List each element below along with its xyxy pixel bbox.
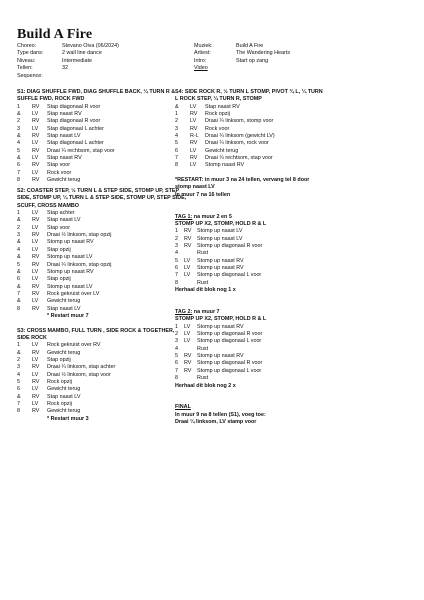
step-count: 1 bbox=[17, 103, 20, 110]
step-foot bbox=[184, 250, 197, 257]
step-count: 1 bbox=[175, 323, 178, 330]
step-count: 2 bbox=[175, 235, 178, 242]
meta-left-value: 2 wall line dance bbox=[62, 50, 102, 57]
step-description: Stap achter bbox=[47, 210, 75, 217]
step-row bbox=[175, 148, 325, 155]
step-foot: RV bbox=[32, 408, 40, 415]
step-count: 8 bbox=[17, 408, 20, 415]
meta-right-row bbox=[194, 58, 290, 65]
step-foot: LV bbox=[32, 246, 39, 253]
step-description: Draai ¼ rechtsom, stap voor bbox=[47, 147, 115, 154]
step-description: Stap naast LV bbox=[47, 393, 81, 400]
meta-right-key: Intro: bbox=[194, 57, 207, 64]
step-row bbox=[17, 162, 187, 169]
tag2-label: TAG 2: bbox=[175, 309, 193, 316]
step-row bbox=[17, 170, 187, 177]
restart-line-2: In muur 7 na 16 tellen bbox=[175, 191, 231, 198]
step-description: Stap voor bbox=[47, 162, 71, 169]
step-foot: LV bbox=[184, 272, 191, 279]
step-foot: RV bbox=[32, 254, 40, 261]
step-count: 3 bbox=[175, 125, 178, 132]
step-description: Rock opzij bbox=[47, 378, 72, 385]
step-foot: LV bbox=[32, 268, 39, 275]
meta-left-row bbox=[17, 43, 119, 50]
step-description: Stap diagonaal L achter bbox=[47, 125, 104, 132]
step-row bbox=[17, 111, 187, 118]
step-count: 4 bbox=[175, 250, 178, 257]
step-count: & bbox=[17, 133, 21, 140]
step-row bbox=[175, 324, 325, 331]
step-description: Gewicht terug bbox=[47, 177, 81, 184]
step-row bbox=[175, 228, 325, 235]
step-count: 6 bbox=[17, 276, 20, 283]
step-description: Stomp up naast RV bbox=[197, 265, 244, 272]
step-description: Stomp up naast LV bbox=[197, 228, 243, 235]
step-count: & bbox=[17, 254, 21, 261]
step-row bbox=[17, 262, 187, 269]
step-description: Stap naast RV bbox=[47, 111, 82, 118]
tag1-header bbox=[175, 214, 325, 221]
step-description: Stap naast LV bbox=[47, 305, 81, 312]
step-foot: LV bbox=[190, 147, 197, 154]
step-description: Draai ¼ linksom, rock voor bbox=[205, 140, 269, 147]
step-row bbox=[175, 250, 325, 257]
step-foot: LV bbox=[32, 239, 39, 246]
step-count: 7 bbox=[17, 290, 20, 297]
step-count: & bbox=[17, 111, 21, 118]
tag2-repeat: Herhaal dit blok nog 2 x bbox=[175, 382, 236, 389]
step-row bbox=[175, 104, 325, 111]
step-count: 6 bbox=[175, 360, 178, 367]
step-description: Stomp up naast LV bbox=[47, 254, 93, 261]
step-count: 1 bbox=[175, 111, 178, 118]
step-foot: RV bbox=[184, 367, 192, 374]
step-count: 7 bbox=[17, 400, 20, 407]
step-count: & bbox=[17, 393, 21, 400]
step-description: Gewicht terug bbox=[47, 298, 81, 305]
step-foot: RV bbox=[32, 349, 40, 356]
step-foot: LV bbox=[32, 125, 39, 132]
meta-right-row bbox=[194, 43, 290, 50]
step-description: Stomp up diagonaal L voor bbox=[197, 367, 262, 374]
step-row bbox=[17, 364, 187, 371]
step-description: Draai ¼ linksom, stap achter bbox=[47, 364, 116, 371]
meta-right-value: Build A Fire bbox=[236, 43, 264, 49]
step-row bbox=[17, 357, 187, 364]
step-description: Draai ¼ linksom, stap opzij bbox=[47, 261, 112, 268]
step-description: Stomp up diagonaal R voor bbox=[197, 331, 263, 338]
step-description: Rock gekruist over RV bbox=[47, 342, 101, 349]
meta-left-key: Tellen: bbox=[17, 65, 33, 72]
step-foot: RV bbox=[190, 111, 198, 118]
step-row bbox=[17, 269, 187, 276]
step-foot: LV bbox=[184, 323, 191, 330]
step-foot: RV bbox=[32, 305, 40, 312]
section-title-s1: S1: DIAG SHUFFLE FWD, DIAG SHUFFLE BACK, ¼ TURN R & SUFFLE FWD, ROCK FWD bbox=[17, 89, 176, 103]
step-count: 1 bbox=[17, 210, 20, 217]
step-count: & bbox=[17, 268, 21, 275]
step-count: 7 bbox=[17, 169, 20, 176]
step-foot: LV bbox=[32, 400, 39, 407]
step-row bbox=[175, 133, 325, 140]
step-row bbox=[17, 210, 187, 217]
step-description: Rust bbox=[197, 279, 209, 286]
step-foot: RV bbox=[190, 125, 198, 132]
step-row bbox=[175, 265, 325, 272]
step-count: 7 bbox=[175, 155, 178, 162]
step-count: 6 bbox=[17, 386, 20, 393]
step-description: Gewicht terug bbox=[47, 349, 81, 356]
step-description: Stap naast RV bbox=[47, 155, 82, 162]
step-foot: LV bbox=[184, 331, 191, 338]
step-row bbox=[17, 232, 187, 239]
restart-line-1: *RESTART: in muur 3 na 24 tellen, vervang tel 8 door stomp naast LV bbox=[175, 177, 310, 191]
step-count: & bbox=[17, 298, 21, 305]
step-count: 3 bbox=[17, 232, 20, 239]
step-foot: LV bbox=[32, 276, 39, 283]
step-row bbox=[17, 104, 187, 111]
s4-steps bbox=[175, 104, 325, 170]
step-foot: RV bbox=[32, 118, 40, 125]
step-row bbox=[17, 284, 187, 291]
step-count: & bbox=[17, 217, 21, 224]
final-line-1: In muur 9 na 8 tellen (S1), voeg toe: bbox=[175, 411, 266, 418]
step-row bbox=[175, 258, 325, 265]
step-row bbox=[17, 126, 187, 133]
step-count: 3 bbox=[17, 364, 20, 371]
step-foot: LV bbox=[184, 265, 191, 272]
step-description: Rust bbox=[197, 345, 209, 352]
step-foot: LV bbox=[32, 371, 39, 378]
step-foot: RV bbox=[32, 162, 40, 169]
video-link[interactable]: Video bbox=[194, 65, 208, 72]
step-description: Stap opzij bbox=[47, 246, 71, 253]
step-row bbox=[17, 401, 187, 408]
step-row bbox=[175, 346, 325, 353]
step-row bbox=[175, 118, 325, 125]
tag2-steps bbox=[175, 324, 325, 383]
step-row bbox=[17, 177, 187, 184]
meta-right-value: Start op zang bbox=[236, 57, 269, 64]
step-description: Rust bbox=[197, 375, 209, 382]
step-count: 8 bbox=[175, 279, 178, 286]
step-foot: LV bbox=[32, 111, 39, 118]
tag1-subtitle: STOMP UP X2, STOMP, HOLD R & L bbox=[175, 221, 267, 228]
step-description: Stomp naast RV bbox=[205, 162, 245, 169]
step-foot: RV bbox=[32, 103, 40, 110]
section-title-s3: S3: CROSS MAMBO, FULL TURN , SIDE ROCK & TOGETHER, SIDE ROCK bbox=[17, 327, 175, 341]
step-row bbox=[17, 239, 187, 246]
tag2-when: na muur 7 bbox=[192, 309, 220, 316]
step-description: Stomp up naast LV bbox=[47, 283, 93, 290]
tag1-when: na muur 2 en 5 bbox=[192, 213, 232, 220]
meta-right-row bbox=[194, 50, 290, 57]
step-row bbox=[175, 243, 325, 250]
step-description: Gewicht terug bbox=[47, 408, 81, 415]
restart-note-s2: * Restart muur 7 bbox=[47, 312, 89, 319]
step-count: 4 bbox=[17, 140, 20, 147]
step-row bbox=[17, 408, 187, 415]
step-count: 8 bbox=[175, 162, 178, 169]
tag2-subtitle: STOMP UP X2, STOMP, HOLD R & L bbox=[175, 316, 267, 323]
step-count: 2 bbox=[17, 224, 20, 231]
step-description: Rock voor bbox=[47, 169, 72, 176]
step-row bbox=[175, 126, 325, 133]
step-description: Stomp up diagonaal R voor bbox=[197, 360, 263, 367]
step-foot: LV bbox=[32, 386, 39, 393]
step-description: Draai ½ linksom, stap opzij bbox=[47, 232, 112, 239]
step-row bbox=[175, 353, 325, 360]
step-count: 8 bbox=[17, 305, 20, 312]
step-description: Stomp up naast RV bbox=[47, 268, 94, 275]
step-row bbox=[17, 133, 187, 140]
right-column bbox=[175, 89, 325, 426]
step-description: Stomp up naast LV bbox=[197, 235, 243, 242]
meta-left-value: 32 bbox=[62, 65, 68, 72]
step-foot: LV bbox=[32, 356, 39, 363]
step-description: Stomp up naast RV bbox=[197, 353, 244, 360]
step-foot: RV bbox=[190, 155, 198, 162]
step-description: Draai ¼ rechtsom, stap voor bbox=[205, 155, 273, 162]
step-row bbox=[17, 140, 187, 147]
step-description: Stap naast LV bbox=[47, 217, 81, 224]
meta-right-key: Muziek: bbox=[194, 43, 213, 49]
step-row bbox=[17, 254, 187, 261]
step-description: Stap naast LV bbox=[47, 133, 81, 140]
step-row bbox=[175, 280, 325, 287]
step-description: Rock opzij bbox=[47, 400, 72, 407]
step-count: 5 bbox=[175, 257, 178, 264]
step-row bbox=[175, 331, 325, 338]
step-count: & bbox=[17, 239, 21, 246]
step-foot: RV bbox=[184, 243, 192, 250]
step-row bbox=[17, 155, 187, 162]
step-row bbox=[17, 148, 187, 155]
tag1-label: TAG 1: bbox=[175, 213, 193, 220]
step-row bbox=[175, 236, 325, 243]
step-row bbox=[17, 386, 187, 393]
meta-left-value: Stevano Oiva (06/2024) bbox=[62, 43, 119, 49]
step-count: & bbox=[17, 349, 21, 356]
dance-title: Build A Fire bbox=[17, 27, 93, 42]
step-foot: RV bbox=[184, 228, 192, 235]
step-foot: R-L bbox=[190, 133, 199, 140]
tag1-steps bbox=[175, 228, 325, 287]
step-foot: LV bbox=[32, 342, 39, 349]
step-count: 1 bbox=[17, 342, 20, 349]
step-count: 1 bbox=[175, 228, 178, 235]
step-description: Draai ½ linksom, stap voor bbox=[47, 371, 111, 378]
step-foot: RV bbox=[32, 261, 40, 268]
section-title-s2: S2: COASTER STEP, ½ TURN L & STEP SIDE, STOMP UP, STEP SIDE, STOMP UP, ¼ TURN L & STEP SIDE, STOMP UP, STEP SIDE, SCUFF, CROSS MAMBO bbox=[17, 188, 187, 209]
step-count: 5 bbox=[175, 353, 178, 360]
step-count: & bbox=[17, 155, 21, 162]
meta-right-row bbox=[194, 65, 290, 72]
step-count: 2 bbox=[175, 331, 178, 338]
step-row bbox=[17, 298, 187, 305]
step-foot: RV bbox=[32, 378, 40, 385]
step-description: Rock opzij bbox=[205, 111, 230, 118]
step-row bbox=[17, 342, 187, 349]
step-foot: RV bbox=[32, 177, 40, 184]
step-row bbox=[175, 140, 325, 147]
step-count: 5 bbox=[175, 140, 178, 147]
step-count: 3 bbox=[17, 125, 20, 132]
step-foot: LV bbox=[190, 118, 197, 125]
step-count: & bbox=[175, 103, 179, 110]
meta-left-row bbox=[17, 73, 119, 80]
step-row bbox=[17, 379, 187, 386]
step-count: 4 bbox=[17, 371, 20, 378]
meta-left-key: Choreo: bbox=[17, 43, 37, 49]
step-count: 8 bbox=[17, 177, 20, 184]
step-foot: LV bbox=[32, 210, 39, 217]
step-row bbox=[17, 372, 187, 379]
step-foot: RV bbox=[184, 353, 192, 360]
step-description: Gewicht terug bbox=[47, 386, 81, 393]
step-count: 3 bbox=[175, 338, 178, 345]
tag1-repeat: Herhaal dit blok nog 1 x bbox=[175, 287, 236, 294]
step-count: 7 bbox=[175, 272, 178, 279]
step-row bbox=[17, 217, 187, 224]
left-column bbox=[17, 89, 187, 423]
meta-left-row bbox=[17, 58, 119, 65]
step-description: Rock gekruist over LV bbox=[47, 290, 100, 297]
restart-note-s3: * Restart muur 3 bbox=[47, 415, 89, 422]
step-description: Rust bbox=[197, 250, 209, 257]
step-count: 5 bbox=[17, 261, 20, 268]
step-description: Draai ¼ linksom, stomp voor bbox=[205, 118, 274, 125]
step-foot: RV bbox=[32, 133, 40, 140]
step-row bbox=[175, 338, 325, 345]
step-count: 2 bbox=[17, 356, 20, 363]
step-count: 2 bbox=[17, 118, 20, 125]
s1-steps bbox=[17, 104, 187, 185]
step-foot: RV bbox=[32, 217, 40, 224]
step-count: 4 bbox=[17, 246, 20, 253]
step-foot: RV bbox=[32, 290, 40, 297]
step-row bbox=[17, 276, 187, 283]
step-count: 6 bbox=[175, 147, 178, 154]
step-description: Gewicht terug bbox=[205, 147, 239, 154]
step-row bbox=[175, 272, 325, 279]
step-row bbox=[175, 360, 325, 367]
tag2-header bbox=[175, 309, 325, 316]
step-foot: RV bbox=[32, 283, 40, 290]
step-description: Stap diagonaal R voor bbox=[47, 118, 101, 125]
step-foot: LV bbox=[32, 298, 39, 305]
meta-right-value: The Wandering Hearts bbox=[236, 50, 291, 57]
step-foot: RV bbox=[32, 393, 40, 400]
meta-left-key: Sequence: bbox=[17, 72, 43, 79]
dance-meta-left bbox=[17, 43, 119, 80]
step-foot: RV bbox=[32, 364, 40, 371]
final-label: FINAL bbox=[175, 404, 191, 411]
meta-left-key: Type dans: bbox=[17, 50, 44, 57]
step-row bbox=[175, 375, 325, 382]
step-foot bbox=[184, 375, 197, 382]
step-description: Stap opzij bbox=[47, 356, 71, 363]
step-description: Stap naast RV bbox=[205, 103, 240, 110]
step-row bbox=[17, 306, 187, 313]
step-foot: RV bbox=[184, 360, 192, 367]
step-description: Draai ¼ linksom (gewicht LV) bbox=[205, 133, 275, 140]
step-foot: LV bbox=[32, 224, 39, 231]
step-foot bbox=[184, 280, 197, 287]
step-count: 4 bbox=[175, 345, 178, 352]
step-count: 2 bbox=[175, 118, 178, 125]
step-row bbox=[175, 155, 325, 162]
step-count: & bbox=[17, 283, 21, 290]
step-row bbox=[17, 291, 187, 298]
step-description: Stomp up diagonaal L voor bbox=[197, 338, 262, 345]
step-description: Stomp up naast RV bbox=[197, 257, 244, 264]
step-description: Stap voor bbox=[47, 224, 71, 231]
step-count: 7 bbox=[175, 367, 178, 374]
step-foot: RV bbox=[184, 235, 192, 242]
step-row bbox=[17, 394, 187, 401]
meta-left-row bbox=[17, 50, 119, 57]
step-foot: LV bbox=[184, 338, 191, 345]
step-count: 8 bbox=[175, 375, 178, 382]
step-description: Stomp up naast RV bbox=[197, 323, 244, 330]
final-line-2: Draai ¼ linksom, LV stamp voor bbox=[175, 419, 257, 426]
step-description: Stap opzij bbox=[47, 276, 71, 283]
meta-right-key: Artiest: bbox=[194, 50, 211, 57]
step-count: 6 bbox=[17, 162, 20, 169]
step-foot: RV bbox=[32, 232, 40, 239]
dance-meta-right bbox=[194, 43, 290, 73]
step-description: Stap diagonaal L achter bbox=[47, 140, 104, 147]
step-description: Stomp up diagonaal L voor bbox=[197, 272, 262, 279]
s3-steps bbox=[17, 342, 187, 415]
step-count: 3 bbox=[175, 243, 178, 250]
step-row bbox=[17, 118, 187, 125]
step-row bbox=[175, 368, 325, 375]
step-description: Stap diagonaal R voor bbox=[47, 103, 101, 110]
step-foot: RV bbox=[190, 140, 198, 147]
step-foot: LV bbox=[190, 103, 197, 110]
meta-left-value: Intermediate bbox=[62, 57, 92, 64]
step-count: 4 bbox=[175, 133, 178, 140]
step-foot: LV bbox=[184, 257, 191, 264]
step-description: Stomp up diagonaal R voor bbox=[197, 243, 263, 250]
step-foot: LV bbox=[32, 155, 39, 162]
meta-left-key: Niveau: bbox=[17, 57, 36, 64]
step-foot: LV bbox=[190, 162, 197, 169]
step-row bbox=[175, 111, 325, 118]
step-row bbox=[175, 162, 325, 169]
meta-left-row bbox=[17, 65, 119, 72]
step-foot: RV bbox=[32, 147, 40, 154]
step-count: 6 bbox=[175, 265, 178, 272]
step-foot: LV bbox=[32, 169, 39, 176]
step-count: 5 bbox=[17, 147, 20, 154]
step-count: 5 bbox=[17, 378, 20, 385]
step-description: Stomp up naast RV bbox=[47, 239, 94, 246]
section-title-s4: S4: SIDE ROCK R, ½ TURN L STOMP, PIVOT ¾ L, ¼ TURN L ROCK STEP, ¼ TURN R, STOMP bbox=[175, 89, 323, 103]
step-foot bbox=[184, 346, 197, 353]
step-description: Rock voor bbox=[205, 125, 230, 132]
s2-steps bbox=[17, 210, 187, 313]
step-row bbox=[17, 247, 187, 254]
step-row bbox=[17, 350, 187, 357]
step-foot: LV bbox=[32, 140, 39, 147]
